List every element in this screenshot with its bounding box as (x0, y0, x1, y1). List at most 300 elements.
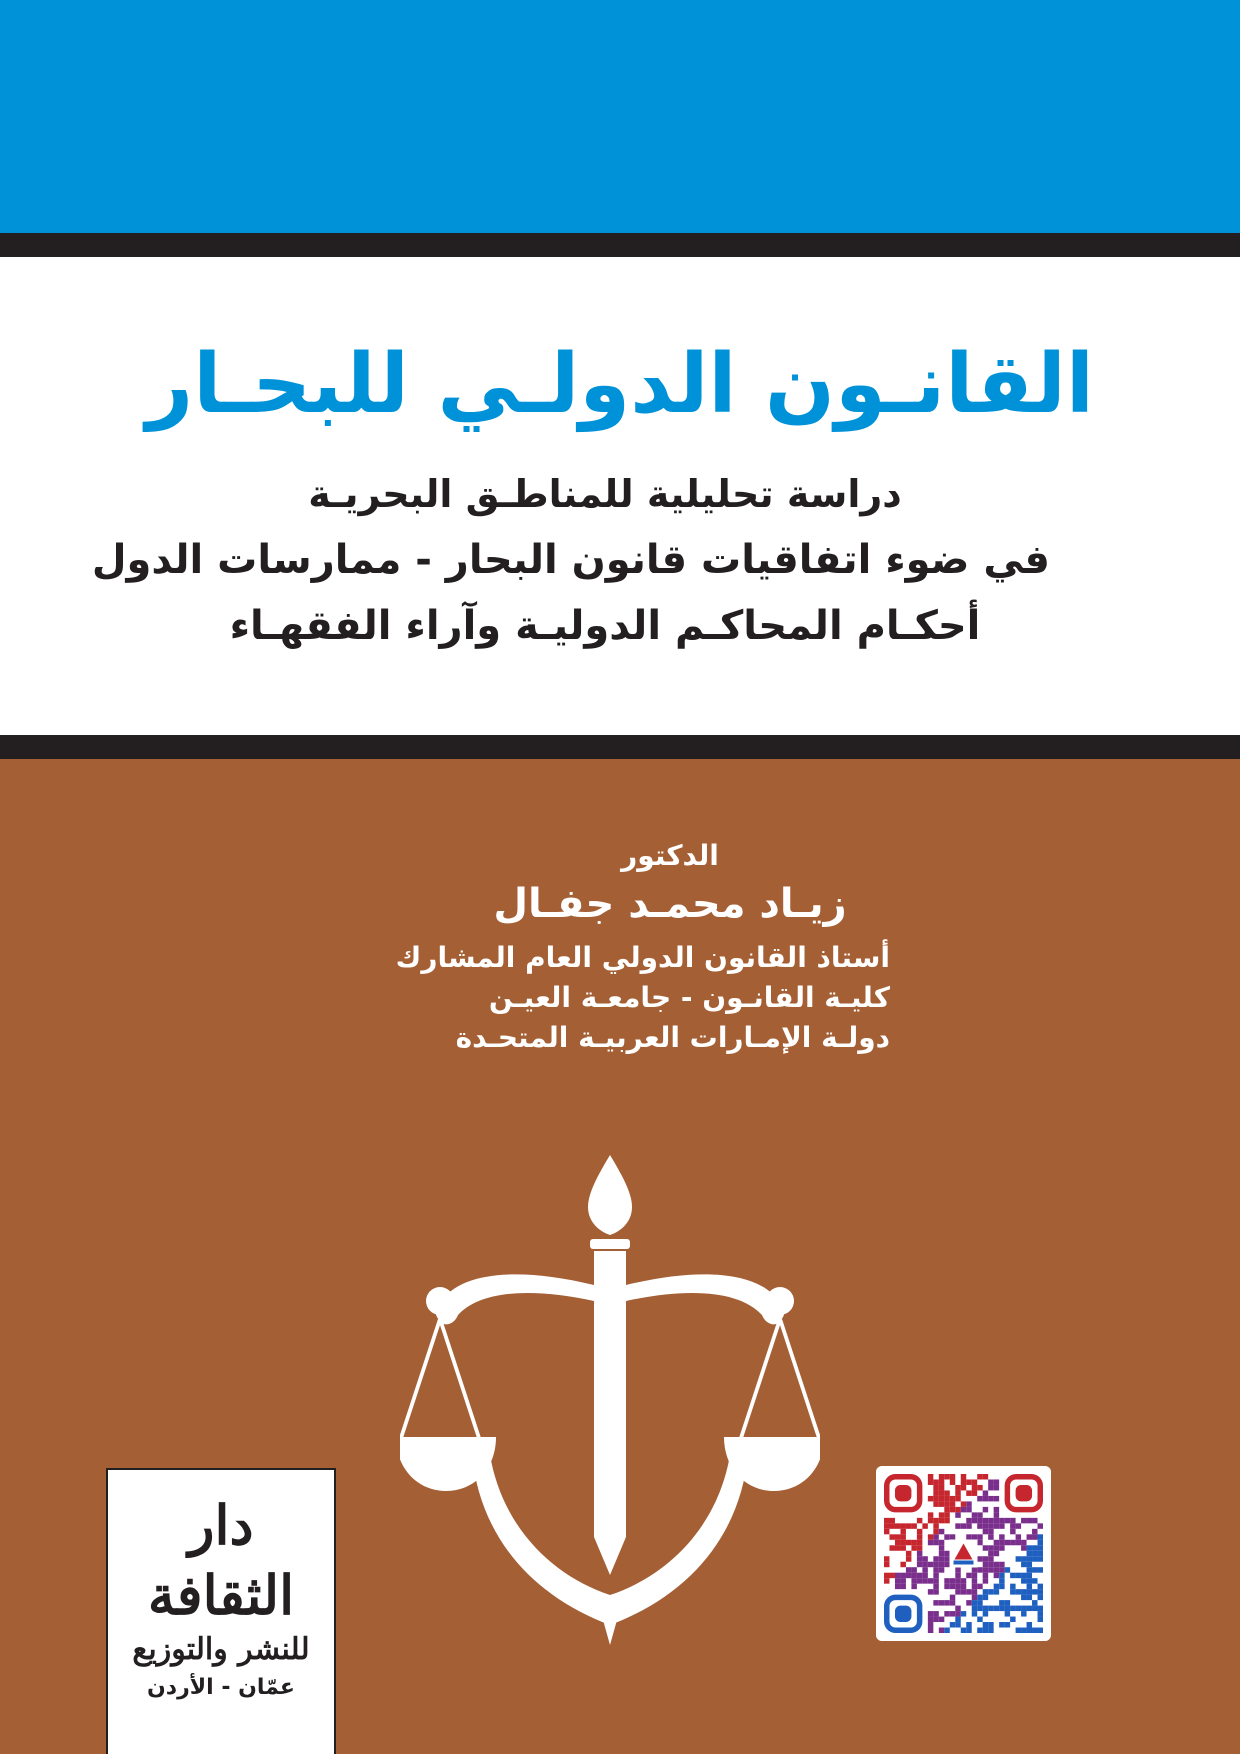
qr-module (1038, 1556, 1043, 1561)
qr-module (1016, 1589, 1021, 1594)
qr-module (1038, 1611, 1043, 1616)
qr-module (917, 1562, 922, 1567)
qr-module (955, 1589, 960, 1594)
qr-module (944, 1584, 949, 1589)
qr-module (972, 1518, 977, 1523)
qr-module (972, 1479, 977, 1484)
qr-module (889, 1523, 894, 1528)
qr-module (911, 1523, 916, 1528)
qr-module (1038, 1545, 1043, 1550)
qr-module (966, 1523, 971, 1528)
qr-module (955, 1490, 960, 1495)
author-block (330, 836, 890, 1058)
qr-module (1021, 1606, 1026, 1611)
qr-module (1021, 1589, 1026, 1594)
qr-module (917, 1534, 922, 1539)
qr-module (999, 1606, 1004, 1611)
qr-module (1021, 1611, 1026, 1616)
qr-module (939, 1628, 944, 1633)
qr-module (1038, 1523, 1043, 1528)
qr-module (988, 1622, 993, 1627)
qr-module (1027, 1551, 1032, 1556)
publisher-subtitle: للنشر والتوزيع (132, 1632, 310, 1667)
qr-module (939, 1562, 944, 1567)
qr-module (988, 1496, 993, 1501)
qr-module (1021, 1595, 1026, 1600)
qr-module (928, 1540, 933, 1545)
qr-module (977, 1485, 982, 1490)
qr-module (1027, 1589, 1032, 1594)
qr-module (944, 1562, 949, 1567)
qr-module (994, 1606, 999, 1611)
qr-module (955, 1622, 960, 1627)
qr-module (983, 1578, 988, 1583)
qr-module (1027, 1595, 1032, 1600)
qr-module (977, 1496, 982, 1501)
qr-module (939, 1512, 944, 1517)
qr-module (999, 1523, 1004, 1528)
qr-module (1010, 1523, 1015, 1528)
qr-module (950, 1595, 955, 1600)
qr-module (983, 1474, 988, 1479)
qr-module (977, 1617, 982, 1622)
qr-module (895, 1540, 900, 1545)
qr-module (1005, 1518, 1010, 1523)
qr-module (944, 1600, 949, 1605)
author-position: أستاذ القانون الدولي العام المشارك (395, 941, 890, 974)
qr-module (977, 1474, 982, 1479)
middle-black-rule (0, 735, 1240, 759)
qr-module (988, 1562, 993, 1567)
qr-module (939, 1545, 944, 1550)
qr-module (939, 1567, 944, 1572)
qr-module (977, 1584, 982, 1589)
qr-module (1016, 1573, 1021, 1578)
qr-module (966, 1573, 971, 1578)
qr-module (994, 1562, 999, 1567)
qr-module (911, 1540, 916, 1545)
qr-module (977, 1600, 982, 1605)
qr-module (988, 1479, 993, 1484)
qr-module (944, 1474, 949, 1479)
qr-module (994, 1523, 999, 1528)
qr-module (955, 1496, 960, 1501)
qr-module (994, 1589, 999, 1594)
qr-module (955, 1611, 960, 1616)
qr-module (933, 1485, 938, 1490)
qr-module (1038, 1540, 1043, 1545)
qr-module (1032, 1545, 1037, 1550)
qr-module (966, 1479, 971, 1484)
qr-module (889, 1573, 894, 1578)
qr-module (950, 1600, 955, 1605)
qr-module (950, 1507, 955, 1512)
qr-module (933, 1490, 938, 1495)
qr-module (977, 1556, 982, 1561)
qr-module (1016, 1628, 1021, 1633)
qr-module (884, 1573, 889, 1578)
qr-module (983, 1545, 988, 1550)
qr-module (961, 1501, 966, 1506)
qr-module (961, 1474, 966, 1479)
qr-module (966, 1507, 971, 1512)
qr-module (900, 1534, 905, 1539)
qr-module (933, 1496, 938, 1501)
qr-module (917, 1556, 922, 1561)
qr-module (1038, 1595, 1043, 1600)
qr-module (999, 1518, 1004, 1523)
qr-module (994, 1507, 999, 1512)
qr-module (900, 1529, 905, 1534)
qr-module (928, 1617, 933, 1622)
qr-module (944, 1611, 949, 1616)
qr-module (1010, 1540, 1015, 1545)
qr-module (900, 1523, 905, 1528)
qr-module (966, 1622, 971, 1627)
qr-module (999, 1573, 1004, 1578)
qr-module (933, 1540, 938, 1545)
qr-module (1032, 1518, 1037, 1523)
qr-module (999, 1567, 1004, 1572)
qr-module (1021, 1573, 1026, 1578)
qr-module (999, 1622, 1004, 1627)
qr-module (1016, 1523, 1021, 1528)
qr-module (950, 1496, 955, 1501)
qr-module (900, 1545, 905, 1550)
qr-module (1032, 1589, 1037, 1594)
qr-module (928, 1611, 933, 1616)
qr-module (1010, 1529, 1015, 1534)
qr-module (900, 1540, 905, 1545)
qr-module (911, 1567, 916, 1572)
qr-module (994, 1551, 999, 1556)
qr-module (988, 1606, 993, 1611)
qr-module (1038, 1584, 1043, 1589)
qr-module (1005, 1606, 1010, 1611)
qr-module (1010, 1584, 1015, 1589)
qr-module (939, 1600, 944, 1605)
qr-module (1038, 1628, 1043, 1633)
qr-module (955, 1578, 960, 1583)
qr-module (988, 1485, 993, 1490)
qr-module (1032, 1628, 1037, 1633)
qr-module (961, 1589, 966, 1594)
qr-module (917, 1518, 922, 1523)
qr-module (977, 1595, 982, 1600)
qr-code-icon (876, 1466, 1051, 1641)
qr-module (939, 1479, 944, 1484)
qr-module (977, 1628, 982, 1633)
qr-finder-inner (895, 1485, 911, 1501)
qr-module (1010, 1518, 1015, 1523)
qr-module (1027, 1562, 1032, 1567)
qr-module (884, 1523, 889, 1528)
qr-module (972, 1573, 977, 1578)
qr-module (1038, 1589, 1043, 1594)
qr-module (900, 1578, 905, 1583)
qr-module (1027, 1534, 1032, 1539)
qr-module (977, 1534, 982, 1539)
qr-module (1005, 1567, 1010, 1572)
subtitle-line-1: دراسة تحليلية للمناطـق البحريـة (308, 472, 902, 516)
qr-module (999, 1540, 1004, 1545)
qr-module (966, 1501, 971, 1506)
qr-module (939, 1617, 944, 1622)
qr-module (972, 1600, 977, 1605)
top-blue-band (0, 0, 1240, 233)
qr-module (972, 1611, 977, 1616)
qr-module (911, 1545, 916, 1550)
qr-module (884, 1529, 889, 1534)
qr-module (944, 1501, 949, 1506)
qr-module (966, 1600, 971, 1605)
qr-module (961, 1523, 966, 1528)
qr-module (895, 1523, 900, 1528)
qr-module (983, 1556, 988, 1561)
qr-module (1005, 1622, 1010, 1627)
qr-module (922, 1567, 927, 1572)
qr-module (1021, 1562, 1026, 1567)
qr-module (928, 1518, 933, 1523)
qr-module (939, 1485, 944, 1490)
publisher-logo (106, 1468, 336, 1754)
publisher-city: عمّان - الأردن (147, 1675, 295, 1700)
qr-module (895, 1534, 900, 1539)
qr-module (972, 1589, 977, 1594)
qr-module (999, 1578, 1004, 1583)
qr-module (944, 1507, 949, 1512)
qr-module (972, 1512, 977, 1517)
qr-module (972, 1595, 977, 1600)
qr-module (1032, 1529, 1037, 1534)
qr-module (933, 1611, 938, 1616)
qr-module (1027, 1584, 1032, 1589)
qr-module (994, 1496, 999, 1501)
qr-module (939, 1501, 944, 1506)
qr-module (955, 1485, 960, 1490)
qr-module (1027, 1573, 1032, 1578)
qr-module (988, 1556, 993, 1561)
qr-module (1016, 1606, 1021, 1611)
qr-module (983, 1507, 988, 1512)
qr-module (939, 1556, 944, 1561)
author-faculty: كليـة القانـون - جامعـة العيـن (488, 981, 890, 1014)
qr-module (928, 1578, 933, 1583)
qr-module (1005, 1600, 1010, 1605)
qr-module (917, 1545, 922, 1550)
qr-module (983, 1622, 988, 1627)
qr-module (1005, 1611, 1010, 1616)
qr-module (977, 1523, 982, 1528)
qr-module (1021, 1540, 1026, 1545)
qr-module (1027, 1622, 1032, 1627)
qr-module (928, 1534, 933, 1539)
qr-module (977, 1567, 982, 1572)
qr-module (928, 1512, 933, 1517)
qr-module (1021, 1556, 1026, 1561)
qr-module (1038, 1551, 1043, 1556)
qr-module (1027, 1628, 1032, 1633)
qr-module (955, 1584, 960, 1589)
qr-module (917, 1551, 922, 1556)
qr-module (933, 1578, 938, 1583)
qr-module (1032, 1600, 1037, 1605)
qr-module (1016, 1556, 1021, 1561)
qr-module (939, 1529, 944, 1534)
qr-module (933, 1518, 938, 1523)
qr-module (928, 1479, 933, 1484)
qr-module (983, 1496, 988, 1501)
qr-module (994, 1485, 999, 1490)
qr-module (1038, 1567, 1043, 1572)
qr-module (944, 1512, 949, 1517)
qr-module (966, 1490, 971, 1495)
qr-module (933, 1523, 938, 1528)
qr-module (922, 1578, 927, 1583)
qr-module (1010, 1617, 1015, 1622)
qr-module (944, 1578, 949, 1583)
qr-module (1010, 1589, 1015, 1594)
qr-module (972, 1490, 977, 1495)
qr-module (950, 1622, 955, 1627)
qr-module (933, 1567, 938, 1572)
qr-module (906, 1540, 911, 1545)
qr-module (961, 1479, 966, 1484)
qr-module (955, 1606, 960, 1611)
qr-module (900, 1573, 905, 1578)
qr-module (950, 1611, 955, 1616)
qr-module (884, 1556, 889, 1561)
qr-module (955, 1512, 960, 1517)
qr-module (906, 1573, 911, 1578)
qr-module (983, 1490, 988, 1495)
qr-module (884, 1562, 889, 1567)
qr-module (922, 1556, 927, 1561)
qr-module (950, 1578, 955, 1583)
author-title: الدكتور (621, 839, 719, 872)
qr-module (988, 1551, 993, 1556)
qr-module (900, 1562, 905, 1567)
qr-module (944, 1534, 949, 1539)
subtitle-line-3: أحكـام المحاكـم الدوليـة وآراء الفقهـاء (229, 603, 981, 649)
qr-module (988, 1518, 993, 1523)
qr-module (950, 1501, 955, 1506)
qr-module (994, 1567, 999, 1572)
qr-module (906, 1523, 911, 1528)
qr-module (1021, 1545, 1026, 1550)
qr-module (944, 1551, 949, 1556)
qr-module (999, 1534, 1004, 1539)
qr-module (983, 1523, 988, 1528)
qr-module (1032, 1606, 1037, 1611)
qr-module (1027, 1518, 1032, 1523)
qr-module (922, 1573, 927, 1578)
qr-module (939, 1474, 944, 1479)
qr-module (994, 1512, 999, 1517)
qr-module (1016, 1540, 1021, 1545)
qr-module (939, 1518, 944, 1523)
qr-finder-inner (895, 1606, 911, 1622)
qr-module (955, 1573, 960, 1578)
qr-module (911, 1584, 916, 1589)
qr-module (933, 1501, 938, 1506)
qr-module (983, 1529, 988, 1534)
qr-module (928, 1589, 933, 1594)
qr-module (955, 1617, 960, 1622)
qr-module (939, 1540, 944, 1545)
qr-module (1032, 1534, 1037, 1539)
qr-module (983, 1518, 988, 1523)
qr-module (900, 1584, 905, 1589)
qr-module (1032, 1578, 1037, 1583)
qr-module (933, 1589, 938, 1594)
qr-module (966, 1534, 971, 1539)
qr-module (917, 1573, 922, 1578)
qr-module (983, 1595, 988, 1600)
qr-module (1021, 1578, 1026, 1583)
qr-module (994, 1479, 999, 1484)
qr-module (983, 1628, 988, 1633)
qr-module (889, 1545, 894, 1550)
book-title: القانـون الدولـي للبحـار (146, 337, 1094, 432)
qr-module (1027, 1578, 1032, 1583)
qr-module (1027, 1567, 1032, 1572)
qr-module (994, 1573, 999, 1578)
qr-module (966, 1589, 971, 1594)
qr-module (977, 1512, 982, 1517)
qr-module (944, 1490, 949, 1495)
qr-module (1032, 1551, 1037, 1556)
scales-of-justice-icon (400, 1155, 820, 1645)
qr-module (922, 1562, 927, 1567)
qr-module (961, 1628, 966, 1633)
qr-module (895, 1578, 900, 1583)
qr-module (1016, 1534, 1021, 1539)
qr-module (1021, 1628, 1026, 1633)
qr-module (922, 1523, 927, 1528)
qr-module (983, 1611, 988, 1616)
qr-module (933, 1600, 938, 1605)
qr-module (917, 1540, 922, 1545)
qr-module (983, 1562, 988, 1567)
qr-module (906, 1567, 911, 1572)
qr-module (983, 1567, 988, 1572)
qr-module (972, 1534, 977, 1539)
qr-module (972, 1567, 977, 1572)
qr-module (961, 1584, 966, 1589)
qr-module (977, 1606, 982, 1611)
qr-module (911, 1578, 916, 1583)
qr-module (933, 1529, 938, 1534)
qr-module (950, 1534, 955, 1539)
qr-module (933, 1584, 938, 1589)
qr-module (988, 1523, 993, 1528)
qr-module (889, 1518, 894, 1523)
qr-module (906, 1551, 911, 1556)
qr-module (1005, 1540, 1010, 1545)
qr-module (988, 1589, 993, 1594)
qr-module (884, 1578, 889, 1583)
qr-module (895, 1573, 900, 1578)
qr-module (999, 1545, 1004, 1550)
qr-module (911, 1573, 916, 1578)
qr-module (1038, 1606, 1043, 1611)
qr-module (994, 1545, 999, 1550)
qr-module (933, 1573, 938, 1578)
subtitle-line-2: في ضوء اتفاقيات قانون البحار - ممارسات الدول (91, 537, 1050, 583)
qr-module (961, 1578, 966, 1583)
qr-module (1038, 1617, 1043, 1622)
